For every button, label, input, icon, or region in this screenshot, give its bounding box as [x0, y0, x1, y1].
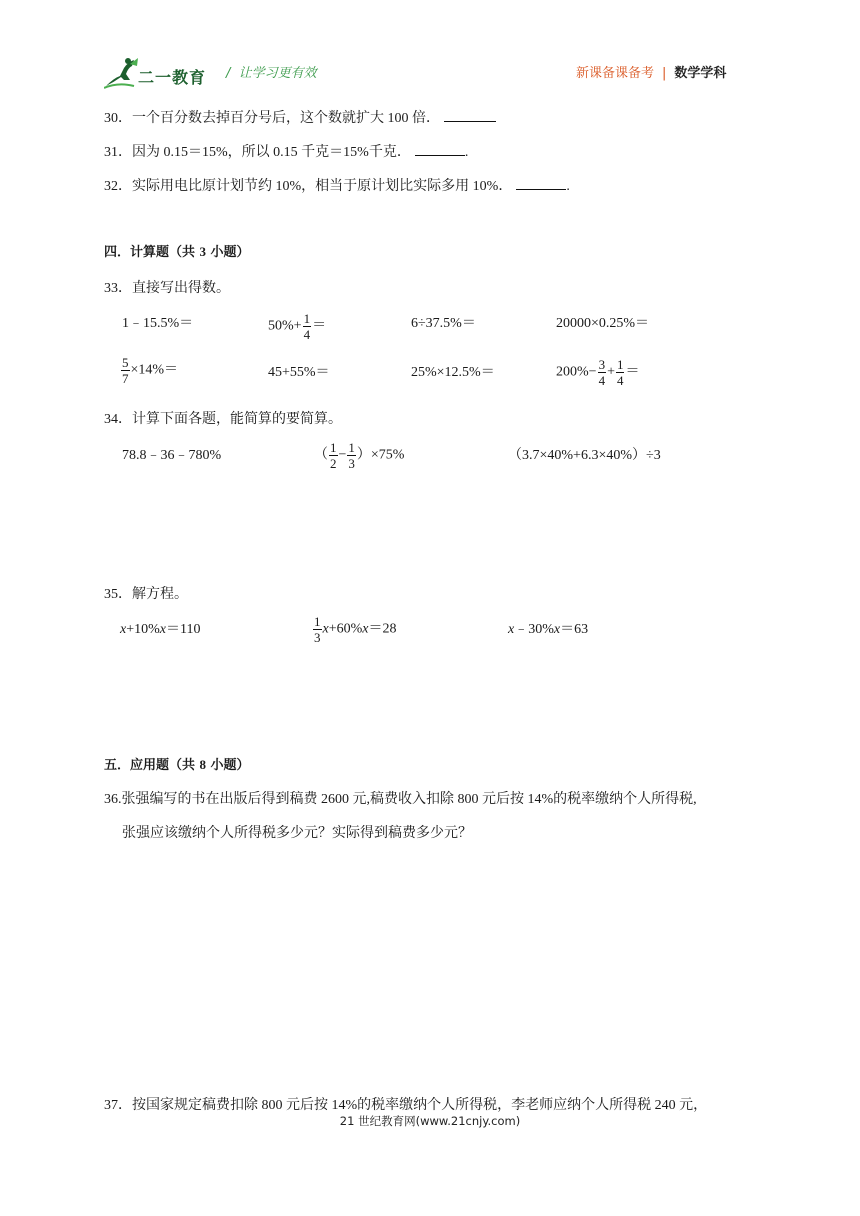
- equation-35-1: x+10%x＝110: [120, 622, 201, 637]
- header-subject: 数学学科: [674, 66, 727, 81]
- answer-blank[interactable]: [516, 177, 566, 190]
- question-36-line2: 张强应该缴纳个人所得税多少元？实际得到稿费多少元？: [122, 826, 472, 841]
- question-30: 30．一个百分数去掉百分号后，这个数就扩大 100 倍．: [104, 107, 496, 127]
- question-37-line1: 37．按国家规定稿费扣除 800 元后按 14%的税率缴纳个人所得税，李老师应纳个人所得税 240 元，: [104, 1098, 708, 1113]
- expr-34-3: （3.7×40%+6.3×40%）÷3: [508, 448, 661, 463]
- question-31: 31．因为 0.15＝15%，所以 0.15 千克＝15%千克． .: [104, 145, 469, 160]
- question-32: 32．实际用电比原计划节约 10%，相当于原计划比实际多用 10%． .: [104, 179, 570, 194]
- expr-34-2: （ $\frac{1}{2}$ − $\frac{1}{3}$ ）×75%: [314, 440, 405, 471]
- section-title-application: 五．应用题（共 8 小题）: [104, 757, 250, 773]
- header-separator: |: [662, 66, 667, 81]
- expr-33-2: 50%+ $\frac{1}{4}$ ＝: [268, 311, 327, 342]
- expr-33-5: $\frac{5}{7}$ ×14%＝: [122, 355, 179, 386]
- answer-blank[interactable]: [415, 143, 465, 156]
- expr-33-8: 200%− $\frac{3}{4}$ + $\frac{1}{4}$ ＝: [556, 357, 640, 388]
- question-35-prompt: 35．解方程。: [104, 587, 188, 602]
- logo-text: 二一教育: [138, 68, 207, 87]
- header-course-label: 新课备课备考: [576, 66, 655, 81]
- equation-35-3: x﹣30%x＝63: [508, 622, 589, 637]
- expr-33-4: 20000×0.25%＝: [556, 316, 650, 331]
- expr-33-3: 6÷37.5%＝: [411, 316, 476, 331]
- runner-logo-icon: [104, 56, 140, 90]
- expr-34-1: 78.8﹣36﹣780%: [122, 448, 222, 463]
- expr-33-1: 1﹣15.5%＝: [122, 316, 194, 331]
- question-36-line1: 36.张强编写的书在出版后得到稿费 2600 元,稿费收入扣除 800 元后按 14%的税率缴纳个人所得税,: [104, 792, 697, 807]
- equation-35-2: $\frac{1}{3}$ x+60%x＝28: [314, 614, 397, 645]
- header-right: [576, 62, 726, 81]
- answer-blank[interactable]: [444, 109, 496, 122]
- expr-33-7: 25%×12.5%＝: [411, 365, 495, 380]
- slogan: / 让学习更有效: [226, 66, 317, 81]
- logo: [104, 56, 216, 90]
- question-33-prompt: 33．直接写出得数。: [104, 281, 230, 296]
- footer-source: 21 世纪教育网(www.21cnjy.com): [339, 1114, 521, 1128]
- section-title-calculation: 四．计算题（共 3 小题）: [104, 244, 250, 260]
- question-34-prompt: 34．计算下面各题，能简算的要简算。: [104, 412, 342, 427]
- expr-33-6: 45+55%＝: [268, 365, 330, 380]
